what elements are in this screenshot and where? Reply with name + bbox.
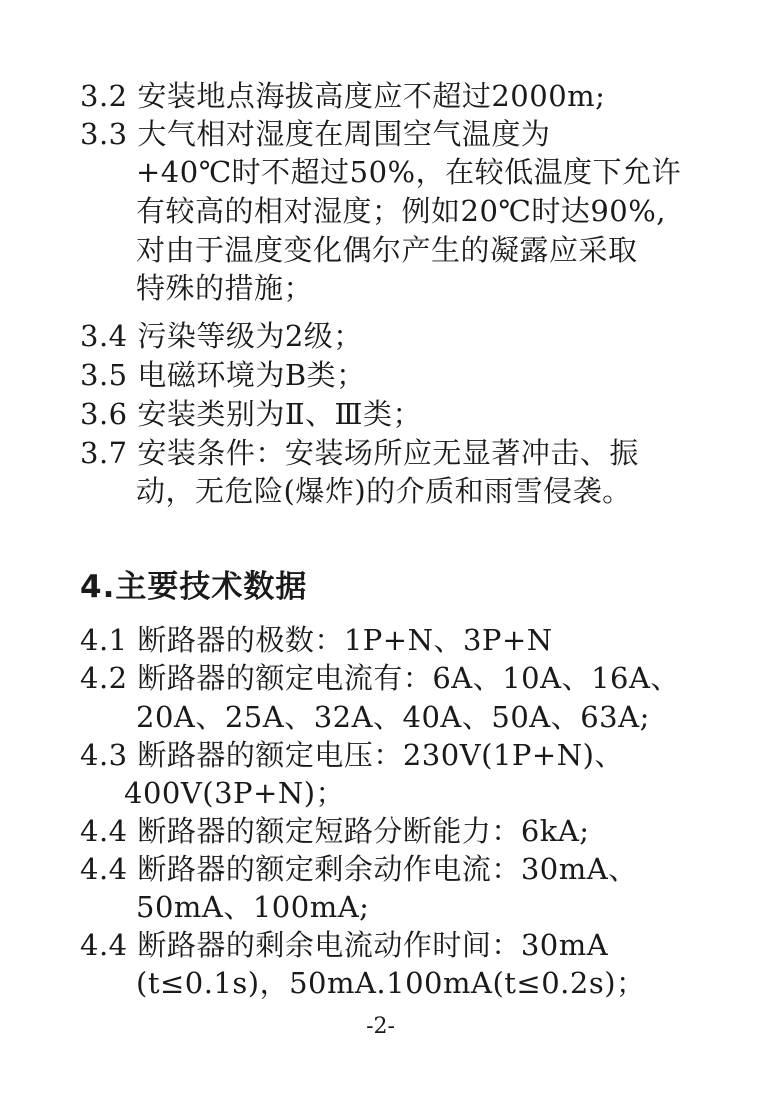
item-4-4-residual-current: 4.4 断路器的额定剩余动作电流：30mA、 — [80, 852, 638, 886]
item-3-7: 3.7 安装条件：安装场所应无显著冲击、振 — [80, 436, 639, 470]
item-3-3-line-3: 有较高的相对湿度；例如20℃时达90%, — [136, 194, 667, 228]
item-4-4-operating-time: 4.4 断路器的剩余电流动作时间：30mA — [80, 928, 609, 962]
item-4-4-breaking-capacity: 4.4 断路器的额定短路分断能力：6kA; — [80, 814, 590, 848]
section-4-heading: 4.主要技术数据 — [80, 569, 308, 605]
item-4-4-residual-current-line-2: 50mA、100mA; — [136, 890, 370, 924]
item-3-7-line-2: 动，无危险(爆炸)的介质和雨雪侵袭。 — [136, 474, 632, 508]
item-3-3-line-5: 特殊的措施； — [136, 271, 314, 305]
item-3-5: 3.5 电磁环境为B类； — [80, 358, 366, 392]
item-4-2: 4.2 断路器的额定电流有：6A、10A、16A、 — [80, 661, 680, 695]
item-3-2: 3.2 安装地点海拔高度应不超过2000m; — [80, 79, 606, 113]
item-4-1: 4.1 断路器的极数：1P+N、3P+N — [80, 623, 553, 657]
item-4-2-line-2: 20A、25A、32A、40A、50A、63A; — [136, 700, 650, 734]
item-4-3: 4.3 断路器的额定电压：230V(1P+N)、 — [80, 738, 624, 772]
item-3-3-line-4: 对由于温度变化偶尔产生的凝露应采取 — [136, 233, 638, 267]
item-3-3: 3.3 大气相对湿度在周围空气温度为 — [80, 117, 551, 151]
item-3-3-line-2: +40℃时不超过50%，在较低温度下允许 — [136, 155, 682, 189]
page-number: -2- — [366, 1014, 395, 1039]
item-3-6: 3.6 安装类别为Ⅱ、Ⅲ类； — [80, 397, 423, 431]
item-3-4: 3.4 污染等级为2级； — [80, 319, 363, 353]
item-4-3-line-2: 400V(3P+N)； — [124, 776, 346, 810]
item-4-4-operating-time-line-2: (t≤0.1s)，50mA.100mA(t≤0.2s)； — [136, 966, 646, 1000]
